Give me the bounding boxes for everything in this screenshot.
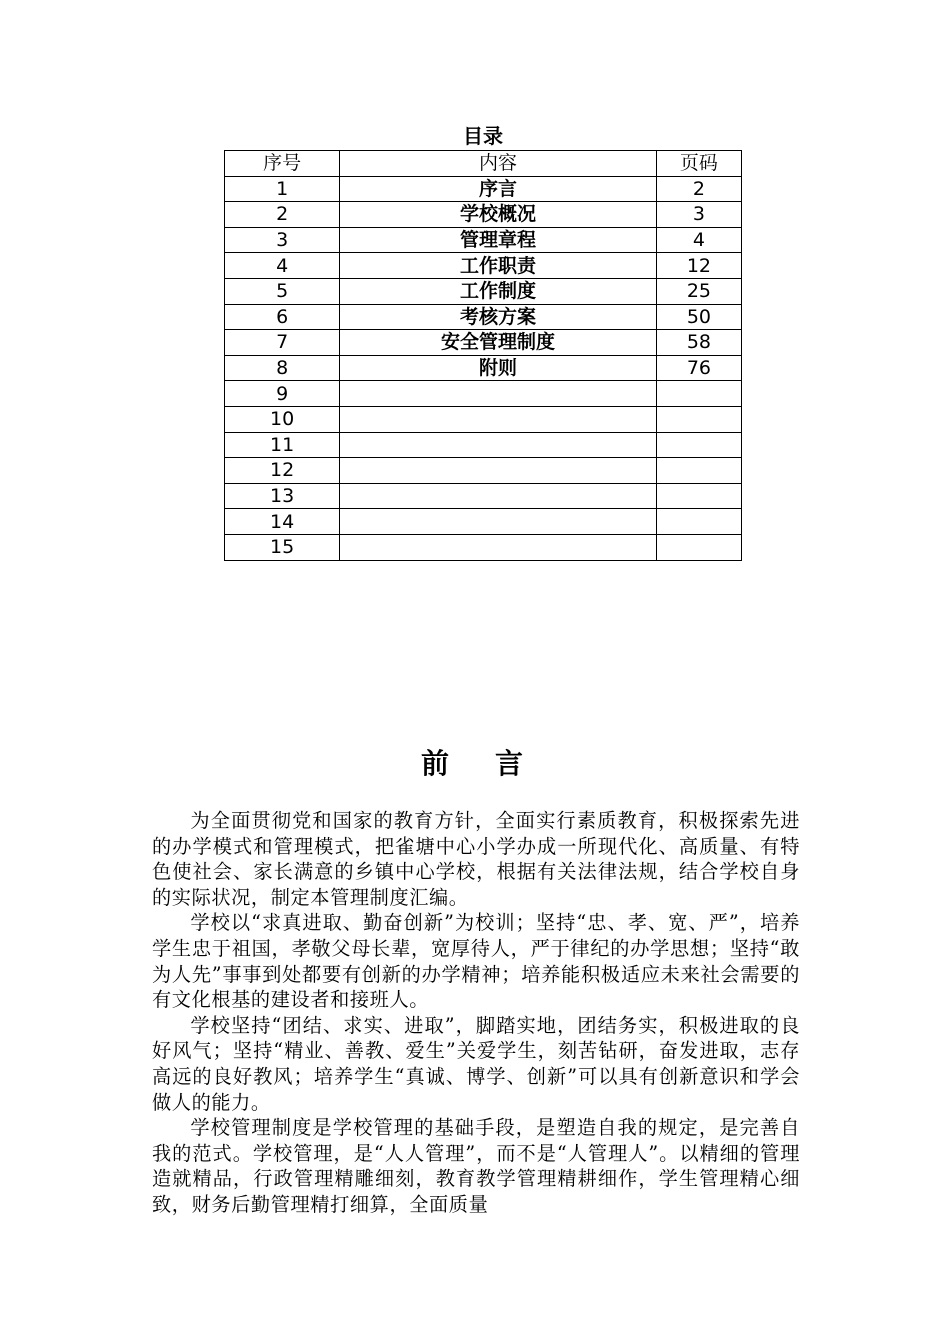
- toc-row-page: [656, 483, 741, 509]
- toc-header-content: 内容: [340, 151, 657, 177]
- toc-row-page: 12: [656, 253, 741, 279]
- toc-row: [225, 304, 742, 330]
- toc-row-number: 9: [225, 381, 340, 407]
- toc-row: [225, 202, 742, 228]
- preface-paragraph: 学校管理制度是学校管理的基础手段，是塑造自我的规定，是完善自我的范式。学校管理，是“人人管理”，而不是“人管理人”。以精细的管理造就精品，行政管理精雕细刻，教育教学管理精耕细作，学生管理精心细致，财务后勤管理精打细算，全面质量: [152, 1116, 800, 1216]
- toc-row: [225, 253, 742, 279]
- toc-row-content: 序言: [340, 176, 657, 202]
- toc-row-number: 10: [225, 406, 340, 432]
- toc-row: [225, 355, 742, 381]
- toc-header-no: 序号: [225, 151, 340, 177]
- toc-row: [225, 176, 742, 202]
- toc-row-content: 工作制度: [340, 278, 657, 304]
- toc-row-content: [340, 509, 657, 535]
- toc-row-page: [656, 381, 741, 407]
- toc-row-content: 学校概况: [340, 202, 657, 228]
- toc-row-content: [340, 381, 657, 407]
- toc-title: 目录: [463, 124, 503, 148]
- toc-row-number: 8: [225, 355, 340, 381]
- toc-row-page: [656, 406, 741, 432]
- toc-row-content: 安全管理制度: [340, 330, 657, 356]
- toc-row-page: [656, 458, 741, 484]
- toc-row-number: 2: [225, 202, 340, 228]
- toc-row-content: 考核方案: [340, 304, 657, 330]
- preface-body: [152, 808, 800, 1218]
- toc-row-content: 管理章程: [340, 227, 657, 253]
- toc-row-page: [656, 509, 741, 535]
- toc-row: [225, 509, 742, 535]
- toc-row-page: 76: [656, 355, 741, 381]
- toc-row: [225, 483, 742, 509]
- toc-row-number: 1: [225, 176, 340, 202]
- toc-row-page: [656, 432, 741, 458]
- toc-row: [225, 330, 742, 356]
- toc-header-page: 页码: [656, 151, 741, 177]
- toc-row-number: 6: [225, 304, 340, 330]
- toc-row-page: 58: [656, 330, 741, 356]
- toc-row-content: [340, 483, 657, 509]
- toc-row: [225, 227, 742, 253]
- preface-paragraph: 为全面贯彻党和国家的教育方针，全面实行素质教育，积极探索先进的办学模式和管理模式，把雀塘中心小学办成一所现代化、高质量、有特色使社会、家长满意的乡镇中心学校，根据有关法律法规，结合学校自身的实际状况，制定本管理制度汇编。: [152, 809, 800, 909]
- preface-heading: 前言: [420, 747, 569, 780]
- toc-row-page: 3: [656, 202, 741, 228]
- toc-row-number: 5: [225, 278, 340, 304]
- toc-header-row: [225, 151, 742, 177]
- toc-row-number: 3: [225, 227, 340, 253]
- toc-row-number: 15: [225, 534, 340, 560]
- toc-row-number: 4: [225, 253, 340, 279]
- toc-row: [225, 278, 742, 304]
- toc-row-page: [656, 534, 741, 560]
- toc-row-content: [340, 406, 657, 432]
- toc-row-content: [340, 534, 657, 560]
- preface-paragraph: 学校以“求真进取、勤奋创新”为校训；坚持“忠、孝、宽、严”，培养学生忠于祖国，孝敬父母长辈，宽厚待人，严于律纪的办学思想；坚持“敢为人先”事事到处都要有创新的办学精神；培养能积极适应未来社会需要的有文化根基的建设者和接班人。: [152, 911, 800, 1012]
- toc-row: [225, 458, 742, 484]
- toc-row-number: 14: [225, 509, 340, 535]
- toc-row-content: [340, 458, 657, 484]
- toc-row-content: [340, 432, 657, 458]
- toc-row: [225, 406, 742, 432]
- preface-paragraph: 学校坚持“团结、求实、进取”，脚踏实地，团结务实，积极进取的良好风气；坚持“精业、善教、爱生”关爱学生，刻苦钻研，奋发进取，志存高远的良好教风；培养学生“真诚、博学、创新”可以具有创新意识和学会做人的能力。: [152, 1013, 800, 1114]
- toc-row: [225, 432, 742, 458]
- toc-row-number: 12: [225, 458, 340, 484]
- toc-row-content: 工作职责: [340, 253, 657, 279]
- toc-table: [224, 150, 742, 561]
- toc-row: [225, 381, 742, 407]
- toc-row-number: 11: [225, 432, 340, 458]
- toc-body: [225, 176, 742, 560]
- toc-row: [225, 534, 742, 560]
- toc-row-page: 50: [656, 304, 741, 330]
- toc-row-number: 13: [225, 483, 340, 509]
- toc-row-number: 7: [225, 330, 340, 356]
- toc-row-page: 4: [656, 227, 741, 253]
- toc-row-page: 2: [656, 176, 741, 202]
- toc-row-page: 25: [656, 278, 741, 304]
- toc-row-content: 附则: [340, 355, 657, 381]
